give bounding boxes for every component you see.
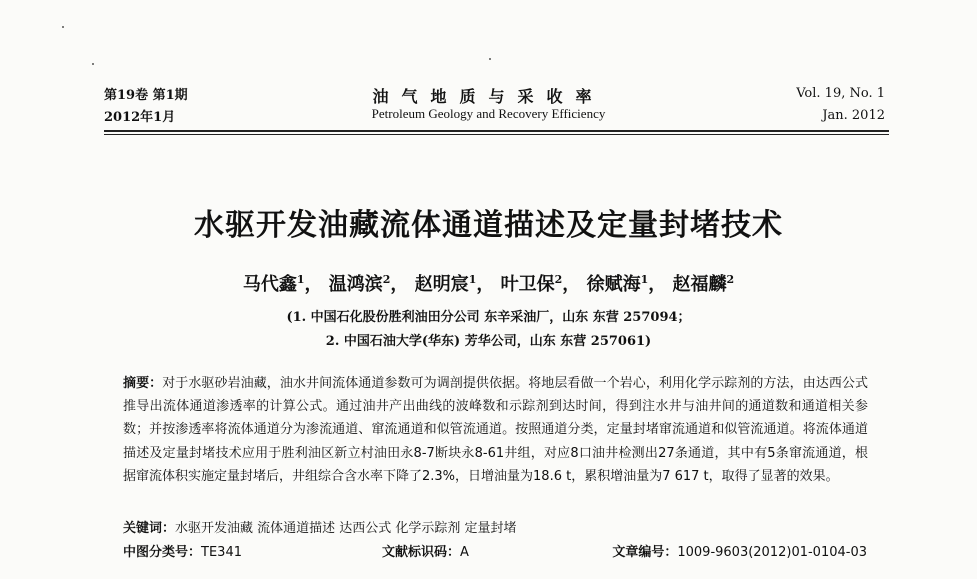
article-number	[612, 541, 867, 560]
author-separator: ，	[562, 274, 581, 295]
author-name: 温鸿滨	[328, 274, 383, 295]
journal-title-en: Petroleum Geology and Recovery Efficiency	[371, 106, 606, 121]
author-separator: ，	[304, 274, 323, 295]
volume-en: Vol. 19, No. 1	[796, 86, 885, 101]
doc-code-label: 文献标识码：	[382, 545, 461, 560]
header-rule-thick	[104, 130, 889, 132]
affiliation-1: (1. 中国石化股份胜利油田分公司 东辛采油厂，山东 东营 257094；	[286, 310, 691, 325]
paper-title: 水驱开发油藏流体通道描述及定量封堵技术	[194, 208, 783, 243]
clc-label: 中图分类号：	[123, 545, 202, 560]
author-affiliation-mark: 2	[726, 273, 735, 286]
author-name: 赵福麟	[672, 274, 727, 295]
affiliation-2: 2. 中国石油大学(华东) 芳华公司，山东 东营 257061)	[325, 334, 652, 349]
author-affiliation-mark: 1	[640, 273, 649, 286]
doc-code-value: A	[460, 545, 469, 560]
author-affiliation-mark: 2	[554, 273, 563, 286]
abstract-label: 摘要：	[123, 376, 163, 391]
author-affiliation-mark: 1	[468, 273, 477, 286]
author-name: 叶卫保	[500, 274, 555, 295]
abstract	[123, 372, 868, 488]
abstract-text: 对于水驱砂岩油藏，油水井间流体通道参数可为调剖提供依据。将地层看做一个岩心，利用化学示踪剂的方法，由达西公式推导出流体通道渗透率的计算公式。通过油井产出曲线的波峰数和示踪剂到达时间，得到注水井与油井间的通道数和通道相关参数；并按渗透率将流体通道分为渗流通道、窜流通道和似管流通道。按照通道分类，定量封堵窜流通道和似管流通道。将流体通道描述及定量封堵技术应用于胜利油区新立村油田永8-7断块永8-61井组，对应8口油井检测出27条通道，其中有5条窜流通道，根据窜流体积实施定量封堵后，井组综合含水率下降了2.3%，日增油量为18.6 t，累积增油量为7 617 t，取得了显著的效果。	[123, 376, 868, 484]
keywords-text: 水驱开发油藏 流体通道描述 达西公式 化学示踪剂 定量封堵	[175, 521, 517, 536]
print-speck	[489, 58, 491, 60]
author-separator: ，	[648, 274, 667, 295]
document-code	[382, 541, 469, 560]
date-cn: 2012年1月	[104, 110, 176, 125]
print-speck	[92, 63, 94, 65]
author-list	[0, 270, 977, 296]
author-name: 赵明宸	[414, 274, 469, 295]
volume-issue: 第19卷 第1期	[104, 88, 188, 103]
keywords	[123, 517, 517, 536]
author-name: 徐赋海	[586, 274, 641, 295]
journal-title-cn: 油气地质与采收率	[372, 87, 605, 106]
print-speck	[62, 26, 64, 28]
header-rule-thin	[104, 134, 889, 135]
author-separator: ，	[390, 274, 409, 295]
clc-number	[123, 541, 242, 560]
author-name: 马代鑫	[242, 274, 297, 295]
author-affiliation-mark: 2	[382, 273, 391, 286]
clc-value: TE341	[201, 545, 242, 560]
date-en: Jan. 2012	[822, 108, 885, 123]
author-affiliation-mark: 1	[296, 273, 305, 286]
author-separator: ，	[476, 274, 495, 295]
article-number-value: 1009-9603(2012)01-0104-03	[677, 545, 867, 560]
keywords-label: 关键词：	[123, 521, 176, 536]
article-number-label: 文章编号：	[612, 545, 678, 560]
